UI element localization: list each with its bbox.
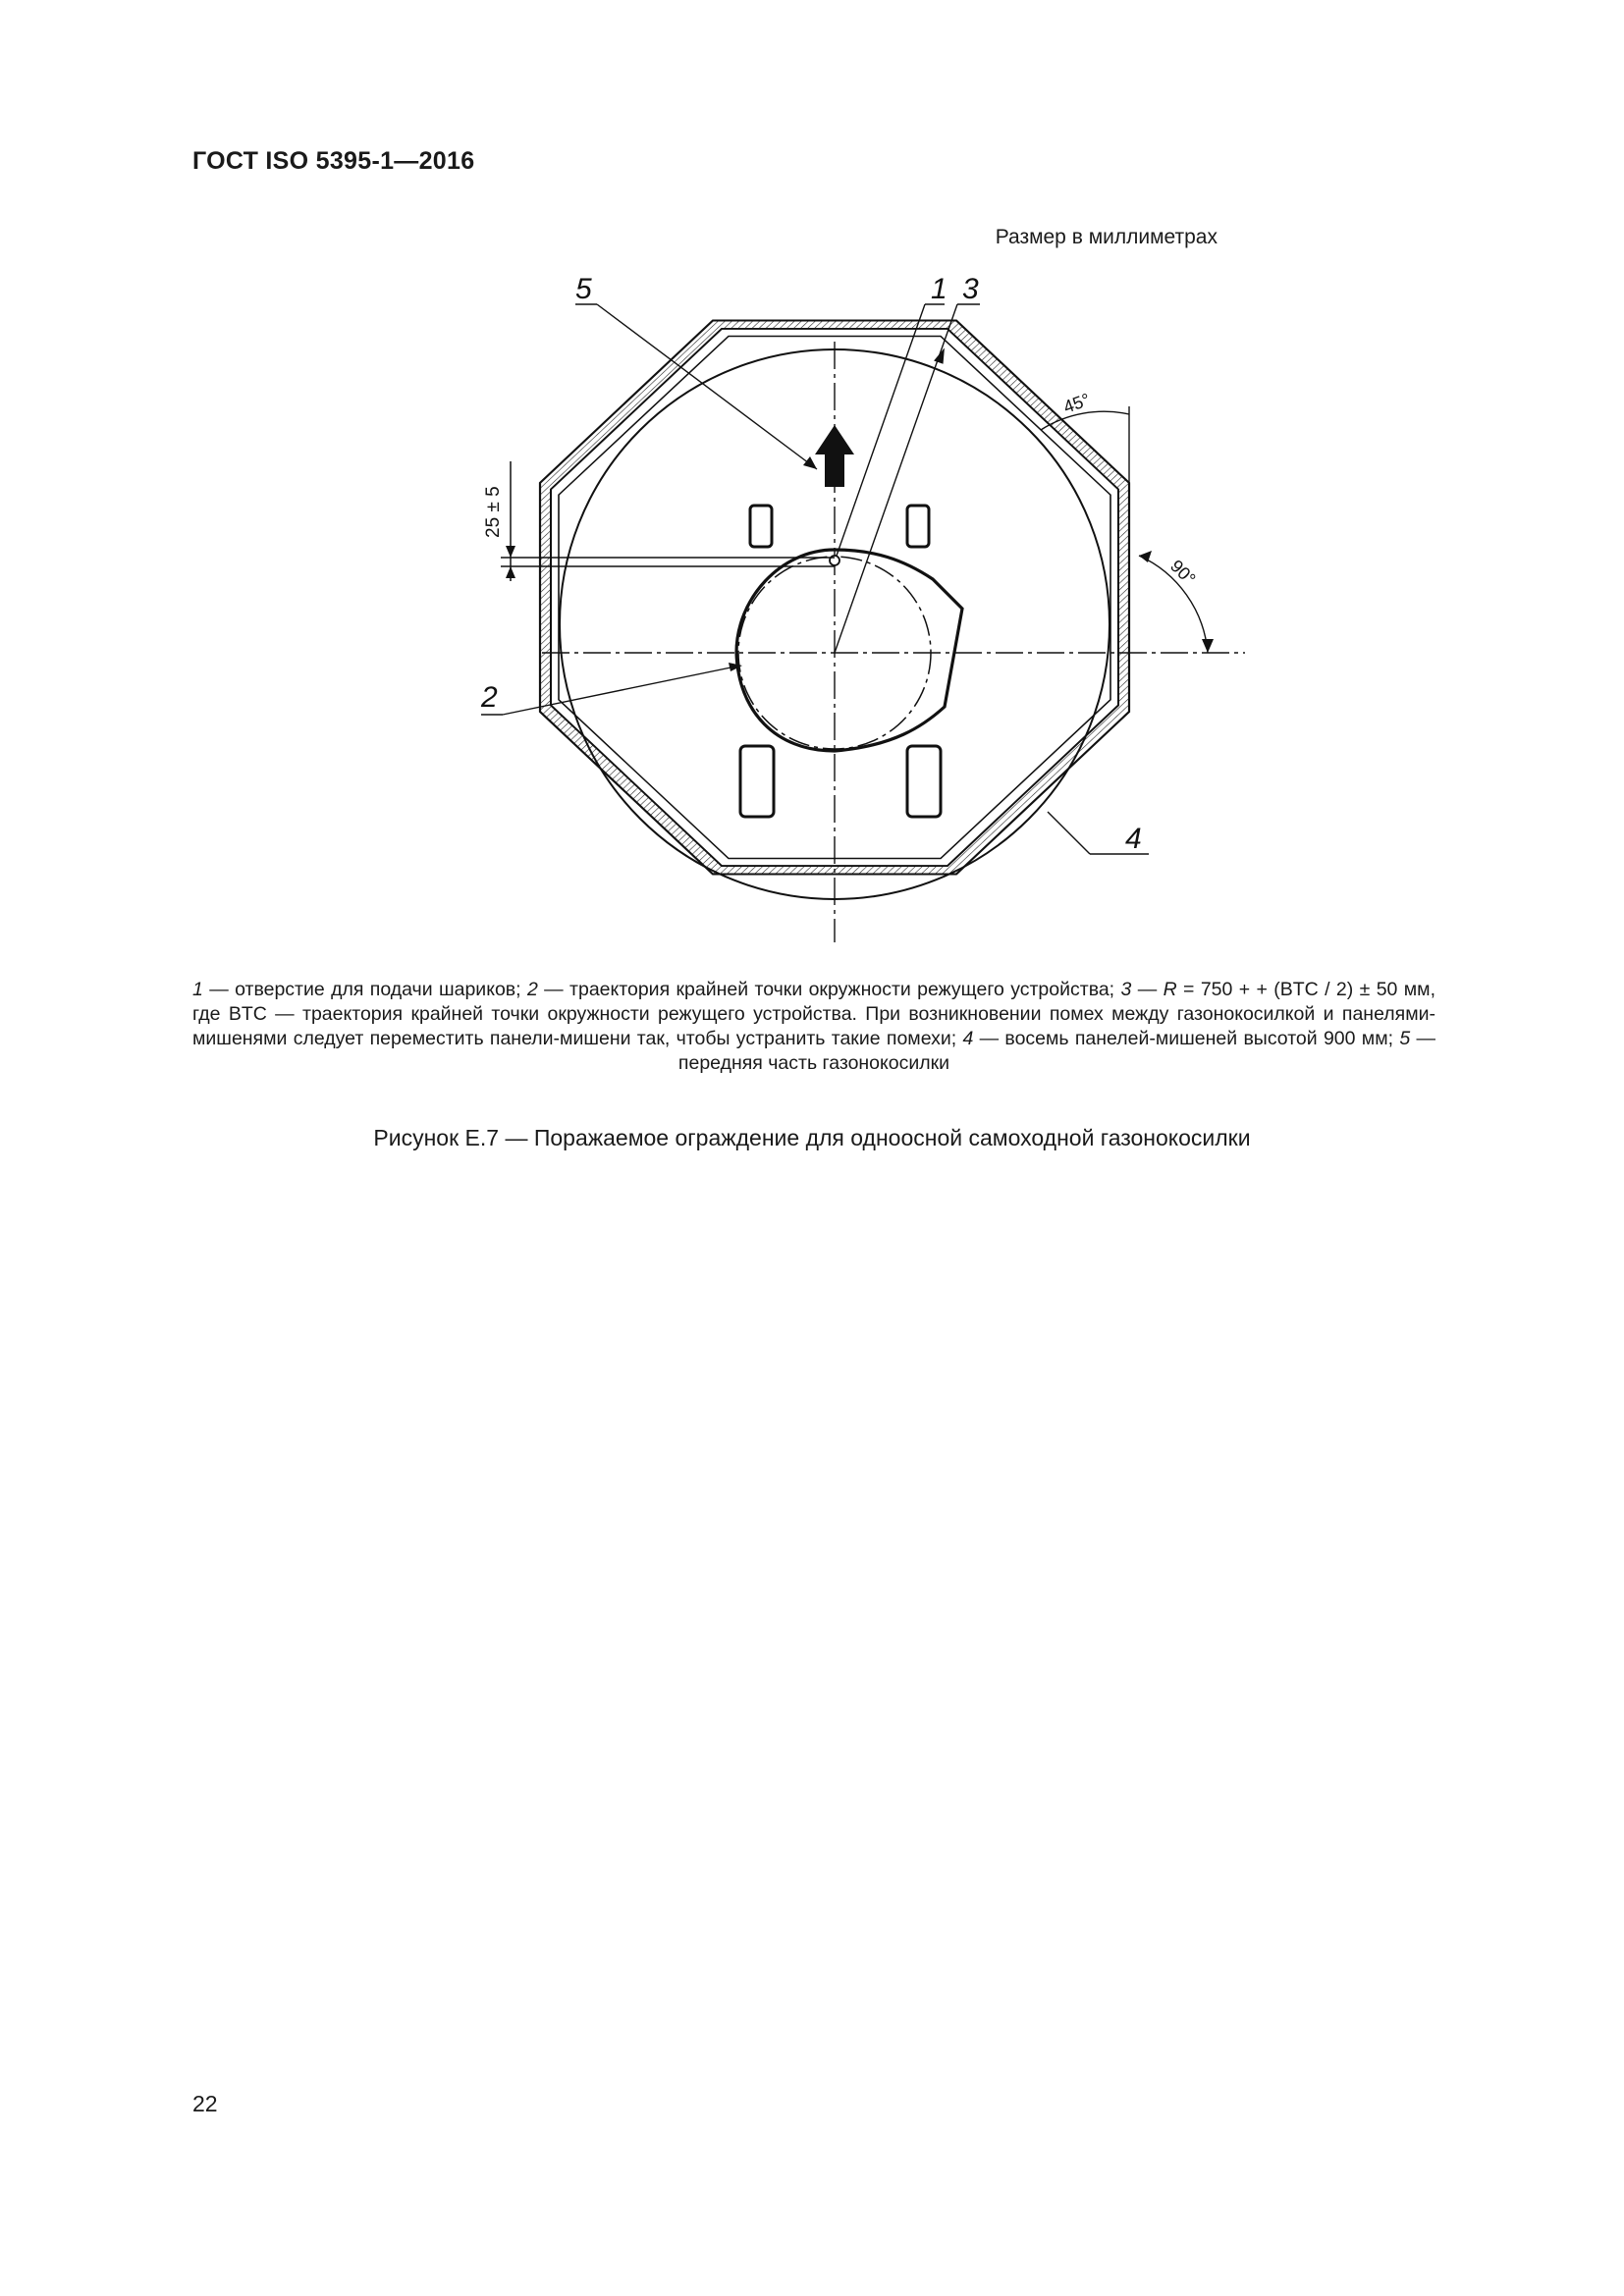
- legend-item-3-dash: —: [1131, 979, 1164, 1000]
- legend-item-5-number: 5: [1399, 1028, 1411, 1049]
- legend-radius-symbol: R: [1163, 979, 1177, 1000]
- units-note: Размер в миллиметрах: [995, 226, 1218, 248]
- label-5: 5: [575, 273, 592, 305]
- legend-item-1-number: 1: [192, 979, 203, 1000]
- legend-item-3-number: 3: [1120, 979, 1132, 1000]
- technical-drawing: [461, 265, 1247, 952]
- legend-item-2-number: 2: [526, 979, 538, 1000]
- legend-item-2-text: — траектория крайней точки окружности режущего устройства;: [537, 979, 1121, 1000]
- legend-item-3-text: = 750 + + (BTC / 2) ± 50 мм, где BTC — траектория крайней точки окружности режущего устройства. При возникновении помех между газонокосилкой и панелями-мишенями следует переместить панели-мишени так, чтобы устранить такие помехи;: [192, 979, 1436, 1049]
- legend-item-4-text: — восемь панелей-мишеней высотой 900 мм;: [973, 1028, 1400, 1049]
- legend-item-5-text: — передняя часть газонокосилки: [677, 1028, 1435, 1074]
- legend-item-4-number: 4: [962, 1028, 974, 1049]
- label-2: 2: [481, 681, 498, 714]
- document-header: ГОСТ ISO 5395-1—2016: [192, 147, 475, 175]
- angle-45-label: 45°: [1060, 389, 1093, 417]
- page-number: 22: [192, 2091, 218, 2116]
- legend-item-1-text: — отверстие для подачи шариков;: [202, 979, 527, 1000]
- figure-legend: [192, 978, 1435, 1076]
- angle-90-label: 90°: [1166, 556, 1200, 589]
- figure-caption: Рисунок Е.7 — Поражаемое ограждение для одноосной самоходной газонокосилки: [373, 1125, 1251, 1150]
- label-1: 1: [931, 273, 947, 305]
- gap-dimension-label: 25 ± 5: [483, 486, 504, 538]
- label-3: 3: [962, 273, 979, 305]
- label-4: 4: [1125, 823, 1142, 855]
